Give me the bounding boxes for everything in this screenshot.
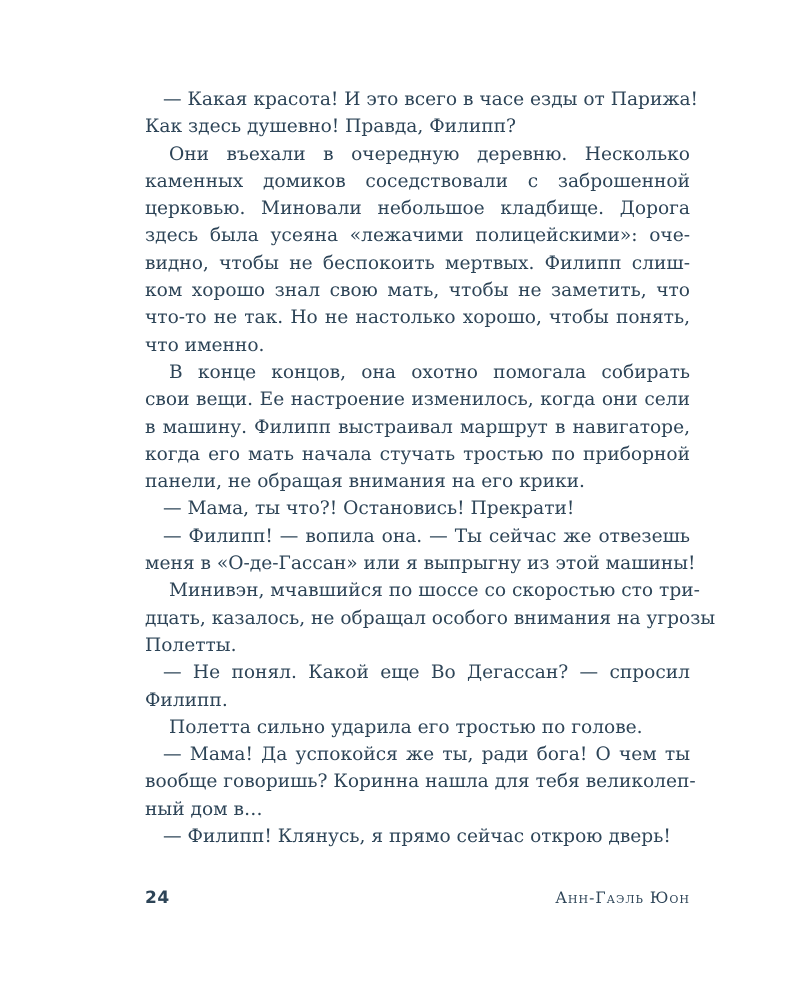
text-line: Как здесь душевно! Правда, Филипп? xyxy=(145,116,516,138)
page-footer xyxy=(145,888,690,918)
text-line: В конце концов, она охотно помогала собирать xyxy=(169,361,690,383)
text-line: здесь была усеяна «лежачими полицейскими»: оче- xyxy=(145,225,690,247)
text-line: Они въехали в очередную деревню. Несколько xyxy=(169,143,690,165)
text-line: — Какая красота! И это всего в часе езды от Парижа! xyxy=(163,89,698,110)
text-line: в машину. Филипп выстраивал маршрут в навигаторе, xyxy=(145,416,690,438)
text-line: Полетта сильно ударила его тростью по голове. xyxy=(169,716,643,738)
text-line: Минивэн, мчавшийся по шоссе со скоростью сто три- xyxy=(169,580,700,602)
page-number: 24 xyxy=(145,888,170,908)
text-line: Филипп. xyxy=(145,689,228,711)
text-line: — Мама, ты что?! Остановись! Прекрати! xyxy=(163,498,575,520)
text-line: вообще говоришь? Коринна нашла для тебя великолеп- xyxy=(145,771,696,793)
text-line: ный дом в… xyxy=(145,798,263,820)
text-line: Полетты. xyxy=(145,634,237,656)
text-line: церковью. Миновали небольшое кладбище. Дорога xyxy=(145,198,690,220)
text-line: — Филипп! Клянусь, я прямо сейчас открою дверь! xyxy=(163,826,671,848)
text-line: каменных домиков соседствовали с заброшенной xyxy=(145,170,690,192)
text-line: когда его мать начала стучать тростью по приборной xyxy=(145,443,690,465)
text-line: видно, чтобы не беспокоить мертвых. Филипп слиш- xyxy=(145,252,690,274)
text-line: свои вещи. Ее настроение изменилось, когда они сели xyxy=(145,389,690,411)
text-line: что-то не так. Но не настолько хорошо, чтобы понять, xyxy=(145,307,690,329)
text-line: дцать, казалось, не обращал особого внимания на угрозы xyxy=(145,607,716,629)
text-line: — Филипп! — вопила она. — Ты сейчас же отвезешь xyxy=(163,525,690,547)
text-line: панели, не обращая внимания на его крики. xyxy=(145,471,585,493)
text-line: меня в «О-де-Гассан» или я выпрыгну из этой машины! xyxy=(145,553,696,575)
text-line: — Мама! Да успокойся же ты, ради бога! О чем ты xyxy=(163,744,690,766)
text-line: — Не понял. Какой еще Во Дегассан? — спросил xyxy=(163,662,690,684)
text-line: что именно. xyxy=(145,334,265,356)
running-head-author: Анн-Гаэль Юон xyxy=(555,889,690,907)
text-line: ком хорошо знал свою мать, чтобы не заметить, что xyxy=(145,280,690,302)
page-body-text xyxy=(145,86,716,850)
